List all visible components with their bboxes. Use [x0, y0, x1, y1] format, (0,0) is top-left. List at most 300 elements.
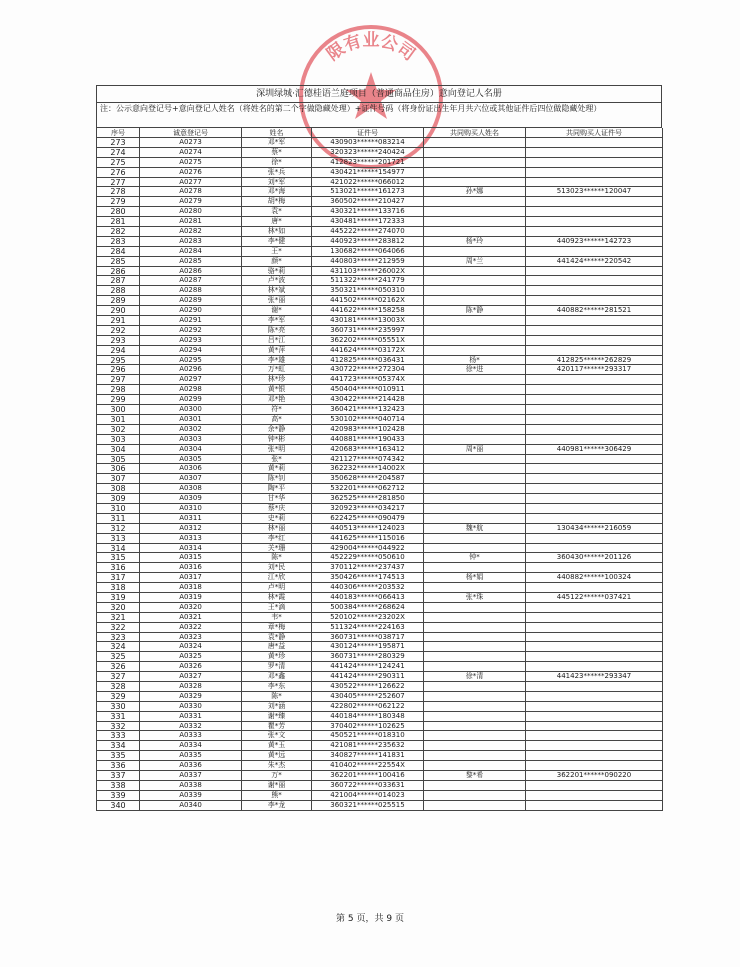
table-cell	[424, 583, 526, 593]
table-cell: 301	[97, 415, 140, 425]
table-cell	[424, 781, 526, 791]
table-cell: 340	[97, 801, 140, 811]
table-cell: 甘*华	[242, 494, 312, 504]
table-cell: A0277	[140, 178, 242, 188]
table-cell: 魏*航	[424, 524, 526, 534]
table-cell: 邓*鑫	[242, 672, 312, 682]
table-cell: A0315	[140, 553, 242, 563]
table-cell	[526, 544, 663, 554]
table-cell: 307	[97, 474, 140, 484]
table-cell: 332	[97, 722, 140, 732]
table-cell	[424, 138, 526, 148]
table-cell: 唐*益	[242, 642, 312, 652]
table-cell: 450521******018310	[312, 731, 424, 741]
table-cell: 312	[97, 524, 140, 534]
table-cell: 337	[97, 771, 140, 781]
table-cell: 430321******133716	[312, 207, 424, 217]
table-cell: 林*珍	[242, 375, 312, 385]
registrant-grid	[96, 127, 662, 811]
table-cell: 532201******062712	[312, 484, 424, 494]
table-cell: A0280	[140, 207, 242, 217]
table-cell: 302	[97, 425, 140, 435]
table-cell	[424, 642, 526, 652]
table-cell: A0287	[140, 276, 242, 286]
table-cell: 320	[97, 603, 140, 613]
column-header: 共同购买人姓名	[424, 128, 526, 138]
table-cell: A0286	[140, 267, 242, 277]
table-cell: 339	[97, 791, 140, 801]
table-cell: 陈*	[242, 692, 312, 702]
table-cell: A0327	[140, 672, 242, 682]
table-cell	[424, 514, 526, 524]
table-cell: 441625******115016	[312, 534, 424, 544]
table-cell: 张*兵	[242, 168, 312, 178]
table-cell: A0329	[140, 692, 242, 702]
table-cell	[526, 217, 663, 227]
table-cell: 颜*	[242, 257, 312, 267]
table-cell	[526, 474, 663, 484]
table-cell	[526, 197, 663, 207]
table-cell: 邓*海	[242, 187, 312, 197]
table-cell: A0281	[140, 217, 242, 227]
table-cell: 陈*静	[424, 306, 526, 316]
table-cell: 唐*	[242, 217, 312, 227]
table-cell: 徐*进	[424, 365, 526, 375]
table-cell: 熊*	[242, 791, 312, 801]
table-cell: A0318	[140, 583, 242, 593]
table-cell	[424, 603, 526, 613]
table-cell: 440882******100324	[526, 573, 663, 583]
table-cell: 440306******203532	[312, 583, 424, 593]
table-cell	[526, 207, 663, 217]
table-cell: 440882******281521	[526, 306, 663, 316]
table-cell: 章*梅	[242, 623, 312, 633]
table-cell: 430421******154977	[312, 168, 424, 178]
table-cell: 关*珊	[242, 544, 312, 554]
table-cell: 黄*远	[242, 751, 312, 761]
table-cell: 李*雄	[242, 356, 312, 366]
table-cell: 高*	[242, 415, 312, 425]
table-cell	[526, 286, 663, 296]
column-header: 证件号	[312, 128, 424, 138]
table-cell: 299	[97, 395, 140, 405]
table-cell: 452229******050610	[312, 553, 424, 563]
table-cell: A0290	[140, 306, 242, 316]
table-cell: 韦*	[242, 613, 312, 623]
table-cell	[424, 662, 526, 672]
table-cell: 430422******214428	[312, 395, 424, 405]
table-cell: 311	[97, 514, 140, 524]
table-cell: 310	[97, 504, 140, 514]
table-cell	[526, 405, 663, 415]
table-cell: 281	[97, 217, 140, 227]
table-cell: 440923******283812	[312, 237, 424, 247]
table-cell: 280	[97, 207, 140, 217]
table-cell: 277	[97, 178, 140, 188]
table-cell: 282	[97, 227, 140, 237]
table-cell: 440183******066413	[312, 593, 424, 603]
table-cell: A0338	[140, 781, 242, 791]
table-cell: 朱*杰	[242, 761, 312, 771]
page-footer: 第 5 页，共 9 页	[336, 914, 404, 924]
table-cell	[424, 158, 526, 168]
table-cell: 429004******044922	[312, 544, 424, 554]
table-cell	[526, 316, 663, 326]
table-cell: 445222******274070	[312, 227, 424, 237]
table-cell	[424, 247, 526, 257]
table-cell: 304	[97, 445, 140, 455]
table-cell: 张*明	[242, 445, 312, 455]
table-cell: 陈*	[242, 553, 312, 563]
table-cell: 276	[97, 168, 140, 178]
table-cell: 张*	[242, 455, 312, 465]
table-cell: A0298	[140, 385, 242, 395]
table-cell: 邓*军	[242, 138, 312, 148]
table-cell	[424, 168, 526, 178]
table-cell: 320923******034217	[312, 504, 424, 514]
table-cell: A0314	[140, 544, 242, 554]
table-cell: 吕*江	[242, 336, 312, 346]
table-cell	[526, 642, 663, 652]
table-cell: A0325	[140, 652, 242, 662]
table-cell: 297	[97, 375, 140, 385]
table-cell: A0273	[140, 138, 242, 148]
table-cell: 340827******141831	[312, 751, 424, 761]
table-cell: A0294	[140, 346, 242, 356]
table-cell: 440881******190433	[312, 435, 424, 445]
table-cell: 303	[97, 435, 140, 445]
table-cell	[424, 197, 526, 207]
table-cell: 430181******13003X	[312, 316, 424, 326]
table-cell: 黄*银	[242, 385, 312, 395]
table-cell: 卢*明	[242, 583, 312, 593]
table-cell: 卢*波	[242, 276, 312, 286]
table-cell	[526, 227, 663, 237]
document-note: 注：公示意向登记号+意向登记人姓名（将姓名的第二个字做隐藏处理）+证件号码（将身份证出生年月共六位或其他证件后四位做隐藏处理）	[96, 102, 662, 127]
table-cell	[424, 464, 526, 474]
table-cell	[526, 603, 663, 613]
table-cell	[526, 455, 663, 465]
table-cell: 330	[97, 702, 140, 712]
table-cell: 513023******120047	[526, 187, 663, 197]
table-cell: 陈*亮	[242, 326, 312, 336]
table-cell: 300	[97, 405, 140, 415]
table-cell: A0339	[140, 791, 242, 801]
table-cell: 336	[97, 761, 140, 771]
table-cell: 史*莉	[242, 514, 312, 524]
table-cell: 瞿*芳	[242, 722, 312, 732]
table-cell	[526, 346, 663, 356]
table-cell: 黄*玉	[242, 741, 312, 751]
table-cell	[424, 633, 526, 643]
table-cell	[526, 178, 663, 188]
table-cell: 刘*涵	[242, 702, 312, 712]
document-title: 深圳绿城·汇德桂语兰庭项目（普通商品住房）意向登记人名册	[96, 85, 662, 102]
table-cell: 130682******064066	[312, 247, 424, 257]
table-cell: 骆*莉	[242, 267, 312, 277]
table-cell: 431103******26002X	[312, 267, 424, 277]
table-cell: 441622******158258	[312, 306, 424, 316]
table-cell: 315	[97, 553, 140, 563]
table-cell: A0305	[140, 455, 242, 465]
table-cell: 290	[97, 306, 140, 316]
table-cell	[526, 395, 663, 405]
table-cell: A0326	[140, 662, 242, 672]
table-cell	[424, 682, 526, 692]
table-cell	[424, 741, 526, 751]
table-cell: A0282	[140, 227, 242, 237]
table-cell	[526, 158, 663, 168]
table-cell: 441424******290311	[312, 672, 424, 682]
table-cell	[424, 494, 526, 504]
table-cell: 360731******280329	[312, 652, 424, 662]
table-cell: 320323******240424	[312, 148, 424, 158]
table-cell	[526, 741, 663, 751]
table-cell	[424, 425, 526, 435]
table-cell: A0316	[140, 563, 242, 573]
table-cell: 430481******172333	[312, 217, 424, 227]
table-cell	[526, 385, 663, 395]
table-cell	[526, 781, 663, 791]
table-cell: A0321	[140, 613, 242, 623]
table-cell: 李*东	[242, 682, 312, 692]
table-cell	[424, 722, 526, 732]
table-cell: 287	[97, 276, 140, 286]
table-cell: 441423******293347	[526, 672, 663, 682]
table-cell: 360421******132423	[312, 405, 424, 415]
table-cell	[526, 534, 663, 544]
table-cell: 440184******180348	[312, 712, 424, 722]
table-cell: 325	[97, 652, 140, 662]
table-cell	[424, 761, 526, 771]
table-cell: A0323	[140, 633, 242, 643]
table-cell: A0291	[140, 316, 242, 326]
table-cell: 万*	[242, 771, 312, 781]
table-cell: 胡*梅	[242, 197, 312, 207]
table-cell: 421022******066012	[312, 178, 424, 188]
table-cell: 杨*玲	[424, 237, 526, 247]
table-cell: A0332	[140, 722, 242, 732]
table-cell: 500384******268624	[312, 603, 424, 613]
table-cell: 谢*	[242, 306, 312, 316]
table-cell: 黄*莉	[242, 464, 312, 474]
table-cell: 294	[97, 346, 140, 356]
table-cell: 513021******161273	[312, 187, 424, 197]
table-cell: 306	[97, 464, 140, 474]
table-cell: 511324******224163	[312, 623, 424, 633]
table-cell: 张*丽	[242, 296, 312, 306]
table-cell	[424, 395, 526, 405]
table-cell: A0279	[140, 197, 242, 207]
table-cell: 274	[97, 148, 140, 158]
table-cell: A0289	[140, 296, 242, 306]
table-cell	[526, 375, 663, 385]
table-cell: 410402******22554X	[312, 761, 424, 771]
seal-text: 限有业公司	[323, 30, 419, 66]
table-cell: 林*霞	[242, 593, 312, 603]
table-cell: 钟*	[424, 553, 526, 563]
table-cell: 罗*清	[242, 662, 312, 672]
table-cell	[526, 712, 663, 722]
table-cell: 谢*臻	[242, 712, 312, 722]
table-cell: A0335	[140, 751, 242, 761]
table-cell	[526, 464, 663, 474]
table-cell: 338	[97, 781, 140, 791]
table-cell: 430124******195871	[312, 642, 424, 652]
table-cell: 326	[97, 662, 140, 672]
table-cell: A0310	[140, 504, 242, 514]
table-cell	[526, 296, 663, 306]
table-cell	[424, 731, 526, 741]
table-cell: A0285	[140, 257, 242, 267]
table-cell	[424, 415, 526, 425]
table-cell: A0284	[140, 247, 242, 257]
table-cell	[424, 563, 526, 573]
table-cell: 445122******037421	[526, 593, 663, 603]
table-cell	[526, 633, 663, 643]
table-cell	[526, 563, 663, 573]
table-cell	[526, 731, 663, 741]
table-cell: 360731******038717	[312, 633, 424, 643]
table-cell: A0295	[140, 356, 242, 366]
table-cell: A0312	[140, 524, 242, 534]
table-cell	[424, 692, 526, 702]
table-cell: 316	[97, 563, 140, 573]
column-header: 共同购买人证件号	[526, 128, 663, 138]
table-cell: 293	[97, 336, 140, 346]
table-cell: 谢*丽	[242, 781, 312, 791]
table-cell: A0309	[140, 494, 242, 504]
table-cell: 291	[97, 316, 140, 326]
table-cell: 421081******235632	[312, 741, 424, 751]
table-cell: 322	[97, 623, 140, 633]
table-cell: 317	[97, 573, 140, 583]
table-cell: 328	[97, 682, 140, 692]
table-cell	[526, 583, 663, 593]
table-cell: A0336	[140, 761, 242, 771]
table-cell: A0333	[140, 731, 242, 741]
table-cell: A0303	[140, 435, 242, 445]
table-cell: A0340	[140, 801, 242, 811]
table-cell: 林*如	[242, 227, 312, 237]
table-cell: A0317	[140, 573, 242, 583]
table-cell: 350426******174513	[312, 573, 424, 583]
table-cell	[526, 801, 663, 811]
table-cell: 283	[97, 237, 140, 247]
table-cell	[424, 148, 526, 158]
table-cell: 李*军	[242, 316, 312, 326]
table-cell: A0292	[140, 326, 242, 336]
table-cell	[424, 217, 526, 227]
table-cell	[424, 455, 526, 465]
table-cell: 420683******163412	[312, 445, 424, 455]
table-cell: 杨*娟	[424, 573, 526, 583]
column-header: 序号	[97, 128, 140, 138]
table-cell: 360321******025515	[312, 801, 424, 811]
table-cell: 钟*彬	[242, 435, 312, 445]
table-cell: A0322	[140, 623, 242, 633]
table-cell: 420117******293317	[526, 365, 663, 375]
table-cell	[526, 514, 663, 524]
table-cell: 徐*	[242, 158, 312, 168]
table-cell: A0337	[140, 771, 242, 781]
table-cell: 袁*	[242, 207, 312, 217]
table-cell: 周*兰	[424, 257, 526, 267]
table-cell: 323	[97, 633, 140, 643]
column-header: 姓名	[242, 128, 312, 138]
table-cell: A0311	[140, 514, 242, 524]
table-cell: 370402******102625	[312, 722, 424, 732]
table-cell: 329	[97, 692, 140, 702]
table-cell: 314	[97, 544, 140, 554]
table-cell: 450404******010911	[312, 385, 424, 395]
table-cell: 298	[97, 385, 140, 395]
table-cell: 张*文	[242, 731, 312, 741]
table-cell: 324	[97, 642, 140, 652]
table-cell: 292	[97, 326, 140, 336]
table-cell: A0319	[140, 593, 242, 603]
table-cell: 440513******124023	[312, 524, 424, 534]
table-cell: 362201******100416	[312, 771, 424, 781]
table-cell: 327	[97, 672, 140, 682]
table-cell: 441624******03172X	[312, 346, 424, 356]
table-cell	[424, 296, 526, 306]
table-cell	[424, 385, 526, 395]
table-cell	[526, 425, 663, 435]
table-cell	[424, 652, 526, 662]
table-cell: 蔡*	[242, 148, 312, 158]
table-cell	[424, 227, 526, 237]
table-cell	[424, 375, 526, 385]
table-cell: 511322******241779	[312, 276, 424, 286]
table-cell	[424, 405, 526, 415]
table-cell	[424, 326, 526, 336]
table-cell	[526, 435, 663, 445]
table-cell	[424, 346, 526, 356]
table-cell: 360731******235997	[312, 326, 424, 336]
table-cell	[526, 484, 663, 494]
table-cell: 440981******306429	[526, 445, 663, 455]
table-cell: 430522******126622	[312, 682, 424, 692]
table-cell: 江*欣	[242, 573, 312, 583]
table-cell	[526, 267, 663, 277]
table-cell	[526, 791, 663, 801]
table-cell	[424, 336, 526, 346]
table-cell: 333	[97, 731, 140, 741]
table-cell	[526, 168, 663, 178]
table-cell	[526, 751, 663, 761]
table-cell: 杨*	[424, 356, 526, 366]
table-cell: 305	[97, 455, 140, 465]
table-cell: 321	[97, 613, 140, 623]
table-cell: 520102******23202X	[312, 613, 424, 623]
table-cell: 徐*清	[424, 672, 526, 682]
table-cell: 周*丽	[424, 445, 526, 455]
table-cell: 黄*萍	[242, 346, 312, 356]
table-cell: A0334	[140, 741, 242, 751]
table-cell: 李*红	[242, 534, 312, 544]
table-cell: 陶*平	[242, 484, 312, 494]
table-cell: 430722******272304	[312, 365, 424, 375]
table-cell	[526, 247, 663, 257]
table-cell: 430405******252607	[312, 692, 424, 702]
table-cell: A0296	[140, 365, 242, 375]
table-cell: 441424******220542	[526, 257, 663, 267]
table-cell: 420983******102428	[312, 425, 424, 435]
table-cell: 284	[97, 247, 140, 257]
table-cell	[526, 494, 663, 504]
table-cell: A0330	[140, 702, 242, 712]
